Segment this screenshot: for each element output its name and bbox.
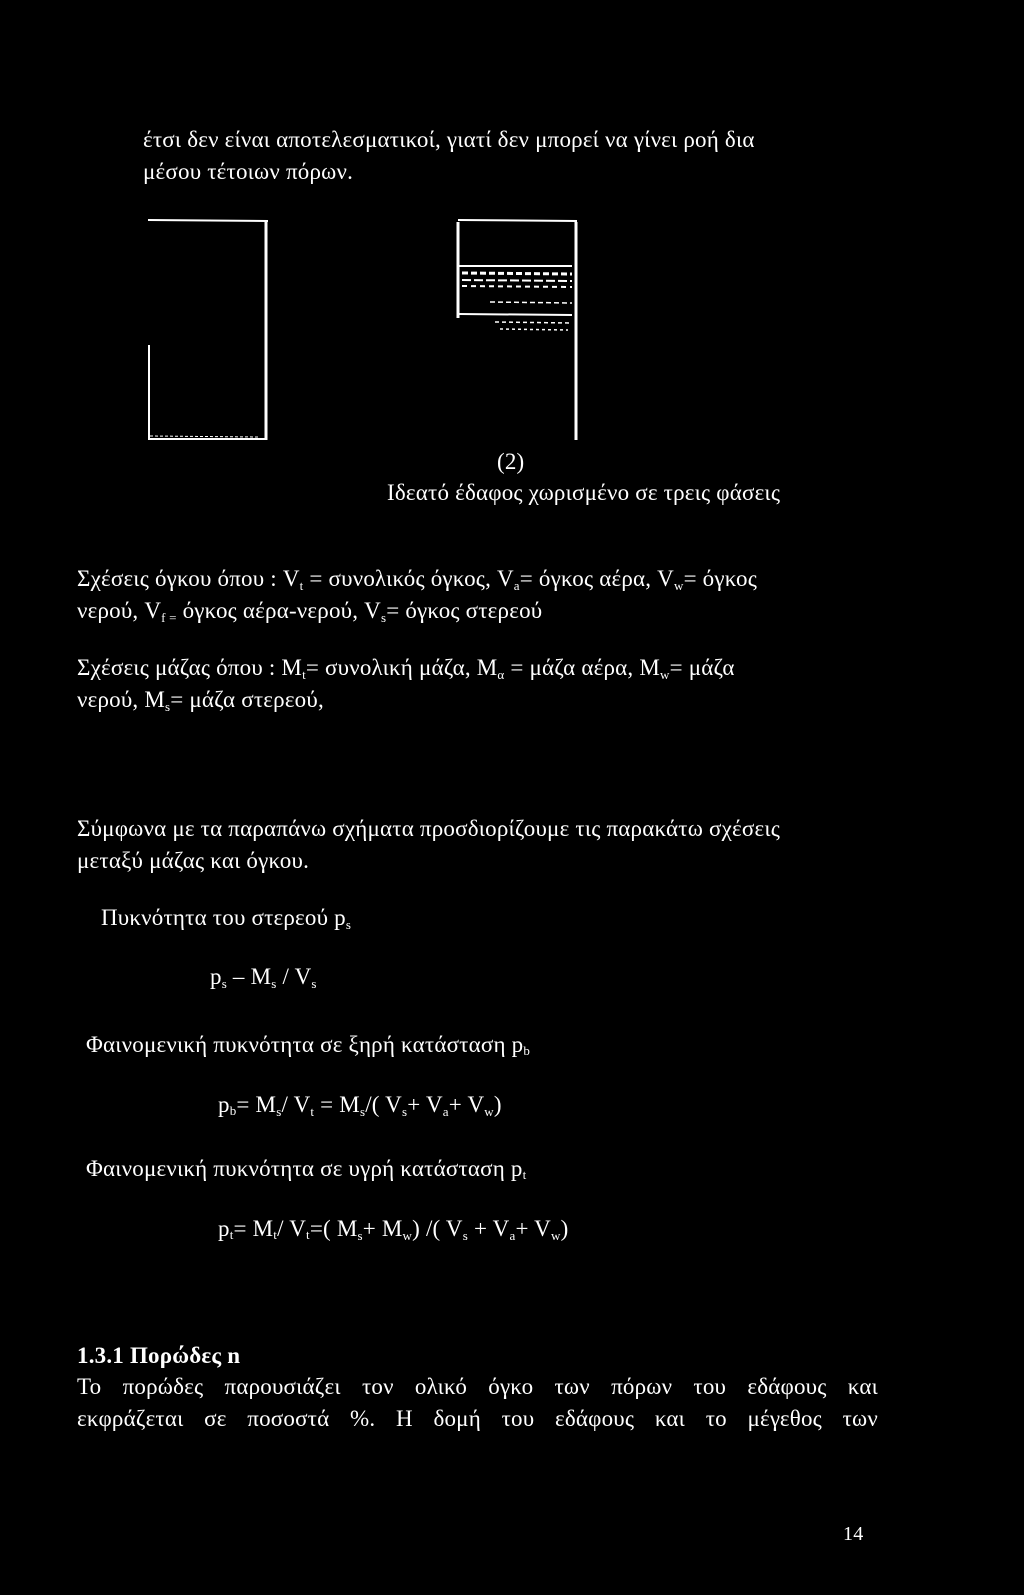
statement-line-2: μεταξύ μάζας και όγκου. xyxy=(77,848,310,873)
container-left xyxy=(148,220,268,440)
container-right xyxy=(458,220,577,440)
figure-caption: Ιδεατό έδαφος χωρισμένο σε τρεις φάσεις xyxy=(387,480,781,505)
dry-density-formula: $pb= M_s/$ $V_t = M_s/$( $V_s+ V_a+ V_w$) xyxy=(218,1092,502,1119)
page-number: 14 xyxy=(843,1523,864,1545)
statement-line-1: Σύμφωνα με τα παραπάνω σχήματα προσδιορίζουμε τις παρακάτω σχέσεις xyxy=(77,816,781,841)
dry-density-label: Φαινομενική πυκνότητα σε ξηρή κατάσταση pb xyxy=(86,1032,531,1058)
volume-relations-line-2: νερού, $V_{f =}$ όγκος αέρα-νερού, $V_s= ό\gamma\kappa o\varsigma$ στερεού xyxy=(77,598,543,625)
intro-line-2: μέσου τέτοιων πόρων. xyxy=(143,159,354,184)
intro-line-1: έτσι δεν είναι αποτελεσματικοί, γιατί δεν μπορεί να γίνει ροή δια xyxy=(143,127,755,152)
section-line-2: εκφράζεται σε ποσοστά %. Η δομή του εδάφους και το μέγεθος των xyxy=(77,1406,878,1431)
section-line-1: Το πορώδες παρουσιάζει τον ολικό όγκο των πόρων του εδάφους και xyxy=(77,1374,878,1399)
solid-density-formula: $p_s - M_s / V_s$ xyxy=(210,964,317,991)
solid-density-label: Πυκνότητα του στερεού $p_s$ xyxy=(101,905,352,932)
section-heading: 1.3.1 Πορώδες n xyxy=(77,1343,241,1368)
mass-relations-line-1: Σχέσεις μάζας όπου : $M_t= \sigma\upsilon\nu o\lambda\iota\kappa ή$ μάζα, $M_\alpha = \mu ά\zeta\alpha$ αέρα, $M_w= \mu ά\zeta\alpha$ xyxy=(77,655,735,682)
mass-relations-line-2: νερού, $M_s= \mu ά\zeta\alpha$ στερεού, xyxy=(77,687,324,714)
soil-phases-figure xyxy=(0,0,1024,460)
figure-number: (2) xyxy=(497,449,525,474)
wet-density-label: Φαινομενική πυκνότητα σε υγρή κατάσταση pt xyxy=(86,1156,527,1182)
volume-relations-line-1: Σχέσεις όγκου όπου : $V_t = \sigma\upsilon\nu o\lambda\iota\kappa ό\varsigma$ όγκος, $V_a= ό\gamma\kappa o\varsigma$ αέρα, $V_w= ό\gamma\kappa o\varsigma$ xyxy=(77,566,758,593)
wet-density-formula: pt= Mt/ Vt=( $M_s+ M_w$) /( $V_s + V_a+ V_w$) xyxy=(218,1216,569,1243)
